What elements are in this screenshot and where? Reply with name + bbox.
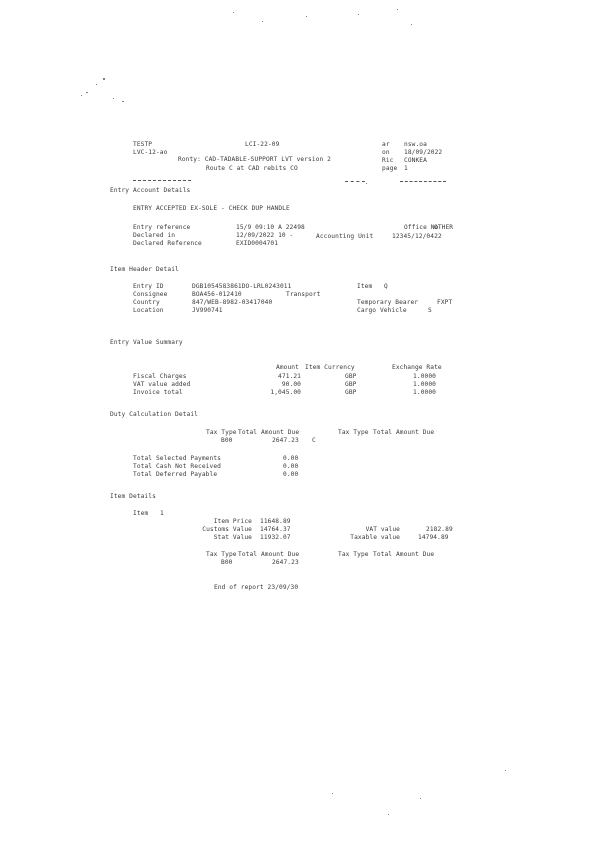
item-value: BOA456-012410 (192, 291, 242, 298)
item-details-label: Stat Value (213, 534, 252, 541)
item-right-value: Q (384, 283, 388, 290)
header-right-label-1: ar (382, 141, 390, 148)
item-details-value: 14764.37 (260, 526, 291, 533)
item-details-label: Item Price (213, 518, 252, 525)
section-heading-duty: Duty Calculation Detail (110, 411, 198, 418)
scan-speck (420, 798, 421, 799)
scan-speck (358, 14, 359, 15)
header-right-value-2: 18/09/2022 (404, 149, 443, 156)
header-right-value-4: 1 (404, 165, 408, 172)
section-heading-summary: Entry Value Summary (110, 339, 183, 346)
entry-right-label: Office No (404, 224, 439, 231)
entry-right-value: 12345/12/0422 (392, 233, 442, 240)
summary-row-rate: 1.0000 (413, 389, 436, 396)
item-right-value: FXPT (437, 299, 453, 306)
scan-speck (306, 16, 307, 17)
scan-speck (366, 183, 367, 184)
entry-right-label: Accounting Unit (316, 233, 374, 240)
duty-col-header: Tax Type (206, 429, 237, 436)
scan-speck (122, 101, 124, 102)
item-label: Location (133, 307, 164, 314)
header-divider-mid (345, 181, 365, 182)
summary-row-currency: GBP (345, 389, 357, 396)
section-heading-item: Item Header Detail (110, 266, 179, 273)
entry-subtitle: ENTRY ACCEPTED EX-SOLE - CHECK DUP HANDLE (133, 205, 290, 212)
item-details-item-no: 1 (160, 510, 164, 517)
entry-value: 12/09/2022 10 - (236, 232, 294, 239)
header-center-top: LCI-22-09 (245, 141, 280, 148)
report-footer: End of report 23/09/30 (214, 584, 299, 591)
duty-col-header: Total Amount Due (238, 429, 300, 436)
report-subtitle: Route C at CAD rebits CO (206, 165, 298, 172)
item-details-right-value: 2182.89 (426, 526, 453, 533)
summary-row-amount: 1,045.00 (270, 389, 301, 396)
header-right-label-4: page (382, 165, 398, 172)
entry-right-value: OTHER (434, 224, 454, 231)
item-details-row-amount: 2647.23 (272, 559, 299, 566)
summary-col-amount: Amount (276, 364, 299, 371)
item-details-right-label: VAT value (365, 526, 400, 533)
item-details-item-label: Item (133, 510, 149, 517)
scan-speck (505, 770, 506, 771)
item-details-col-header: Total Amount Due (373, 551, 435, 558)
header-right-label-2: on (382, 149, 390, 156)
header-left-top: TESTP (133, 141, 153, 148)
summary-row-rate: 1.0000 (413, 381, 436, 388)
scan-speck (81, 95, 82, 96)
item-details-col-header: Tax Type (206, 551, 237, 558)
scan-speck (86, 92, 88, 93)
header-divider-left (133, 180, 191, 181)
summary-row-label: VAT value added (133, 381, 191, 388)
duty-line-label: Total Deferred Payable (133, 471, 218, 478)
item-value: 847/WEB-8982-03417040 (192, 299, 273, 306)
item-details-col-header: Total Amount Due (238, 551, 300, 558)
entry-label: Entry reference (133, 224, 191, 231)
duty-col-header: Total Amount Due (373, 429, 435, 436)
summary-row-rate: 1.0000 (413, 373, 436, 380)
item-center-label: Transport (286, 291, 321, 298)
section-heading-entry: Entry Account Details (110, 187, 191, 194)
duty-line-value: 0.00 (283, 471, 299, 478)
item-details-right-value: 14794.89 (418, 534, 449, 541)
item-label: Consignee (133, 291, 168, 298)
entry-value: 15/9 09:10 A 22498 (236, 224, 305, 231)
scan-speck (332, 793, 333, 794)
duty-row-type: B00 (221, 437, 233, 444)
duty-line-label: Total Cash Not Received (133, 463, 221, 470)
item-right-label: Temporary Bearer (357, 299, 419, 306)
item-details-row-type: B00 (221, 559, 233, 566)
item-details-right-label: Taxable value (350, 534, 400, 541)
scan-speck (96, 84, 97, 85)
header-right-label-3: Ric (382, 157, 394, 164)
summary-row-label: Fiscal Charges (133, 373, 187, 380)
item-label: Entry ID (133, 283, 164, 290)
header-left-bottom: LVC-12-ao (133, 149, 168, 156)
summary-row-currency: GBP (345, 381, 357, 388)
header-right-value-1: nsw.oa (404, 141, 427, 148)
scan-speck (411, 24, 412, 25)
scan-speck (233, 12, 234, 13)
entry-label: Declared Reference (133, 240, 202, 247)
item-right-label: Item (357, 283, 373, 290)
item-value: DGB1054583861DO-LRL0243011 (192, 283, 292, 290)
duty-col-header: Tax Type (338, 429, 369, 436)
duty-row-flag: C (312, 437, 316, 444)
scan-speck (262, 21, 263, 22)
item-right-value: S (428, 307, 432, 314)
scan-speck (388, 814, 389, 815)
duty-line-value: 0.00 (283, 463, 299, 470)
summary-col-rate: Exchange Rate (392, 364, 442, 371)
entry-value: EXID0004701 (236, 240, 279, 247)
item-details-label: Customs Value (202, 526, 252, 533)
header-divider-right (400, 181, 446, 182)
scan-speck (397, 9, 398, 10)
duty-row-amount: 2647.23 (272, 437, 299, 444)
summary-col-currency: Item Currency (305, 364, 355, 371)
summary-row-amount: 90.00 (281, 381, 301, 388)
item-value: JV990741 (192, 307, 223, 314)
header-right-value-3: CONKEA (404, 157, 427, 164)
summary-row-label: Invoice total (133, 389, 183, 396)
duty-line-value: 0.00 (283, 455, 299, 462)
item-details-col-header: Tax Type (338, 551, 369, 558)
summary-row-amount: 471.21 (278, 373, 301, 380)
section-heading-item-details: Item Details (110, 493, 156, 500)
item-details-value: 11932.07 (260, 534, 291, 541)
entry-label: Declared in (133, 232, 176, 239)
item-details-value: 11648.89 (260, 518, 291, 525)
scan-speck (113, 98, 114, 99)
item-label: Country (133, 299, 160, 306)
duty-line-label: Total Selected Payments (133, 455, 221, 462)
item-right-label: Cargo Vehicle (357, 307, 407, 314)
report-title: Ronty: CAD-TADABLE-SUPPORT LVT version 2 (178, 156, 332, 163)
scan-speck (103, 78, 105, 80)
summary-row-currency: GBP (345, 373, 357, 380)
